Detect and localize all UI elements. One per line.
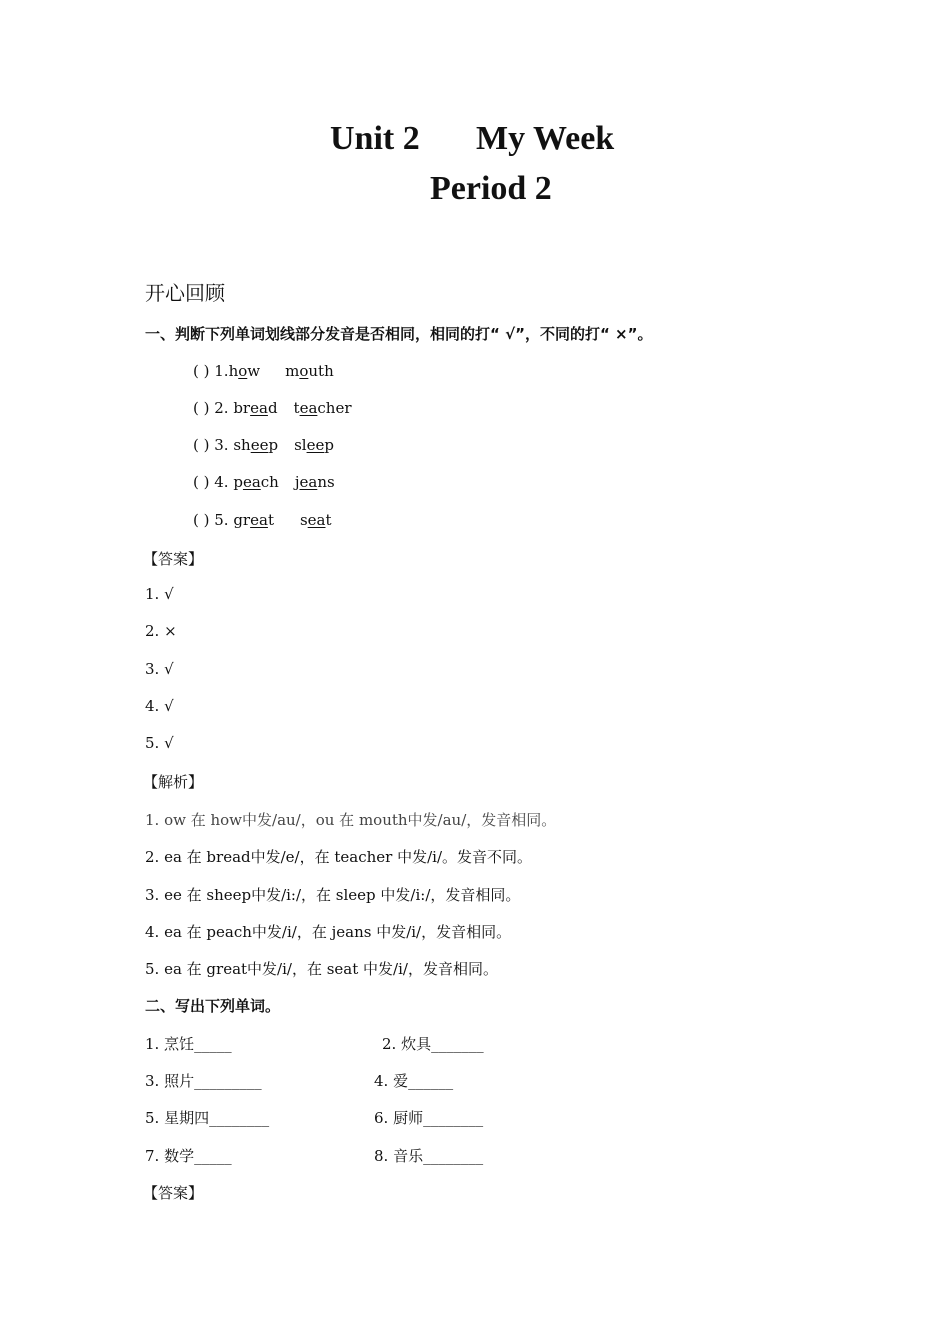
answer-label: 【答案】 [143,550,204,568]
word-part: gr [233,511,251,529]
underlined-letters: o [238,362,248,380]
answer-item: 3. √ [145,660,174,678]
title-name: My Week [476,120,615,157]
question-1-item [193,473,335,491]
word-part: p [324,436,334,454]
word-part: br [233,399,251,417]
word-part: p [268,436,279,454]
title-unit: Unit 2 [330,120,420,157]
analysis-label: 【解析】 [143,773,204,791]
answer-item: 4. √ [145,697,174,715]
question-1-item [193,436,334,454]
analysis-line: 1. ow 在 how中发/au/，ou 在 mouth中发/au/，发音相同。 [145,811,557,829]
underlined-letters: ee [250,436,269,454]
question-2-item: 2. 炊具_______ [382,1035,484,1053]
title-period: Period 2 [430,170,552,207]
answer-item: 2. × [145,622,177,640]
word-part: j [294,473,300,491]
underlined-letters: o [299,362,309,380]
question-2-item: 6. 厨师________ [374,1109,484,1127]
item-prefix: ( ) 1. [193,362,229,380]
underlined-letters: ea [299,399,318,417]
question-2-item: 7. 数学_____ [145,1147,232,1165]
question-2-item: 3. 照片_________ [145,1072,262,1090]
question-2-item: 1. 烹饪_____ [145,1035,232,1053]
item-prefix: ( ) 2. [193,399,234,417]
word-part: h [228,362,239,380]
word-part: m [285,362,300,380]
answer-label: 【答案】 [143,1184,204,1202]
question-2-item: 5. 星期四________ [145,1109,270,1127]
answer-item: 1. √ [145,585,174,603]
word-part: sl [294,436,307,454]
section-heading: 开心回顾 [145,281,225,305]
question-2-item: 8. 音乐________ [374,1147,484,1165]
analysis-line: 5. ea 在 great中发/i/，在 seat 中发/i/，发音相同。 [145,960,498,978]
item-prefix: ( ) 5. [193,511,234,529]
question-1-item [193,362,334,380]
underlined-letters: ea [307,511,326,529]
item-prefix: ( ) 4. [193,473,234,491]
word-part: t [267,511,274,529]
question-1-instruction: 一、判断下列单词划线部分发音是否相同，相同的打“ √”，不同的打“ ×”。 [145,325,653,343]
word-part: p [233,473,243,491]
analysis-line: 3. ee 在 sheep中发/i:/，在 sleep 中发/i:/，发音相同。 [145,886,521,904]
word-part: w [247,362,261,380]
question-1-item [193,399,352,417]
underlined-letters: ea [242,473,261,491]
word-part: ch [260,473,279,491]
word-part: cher [317,399,352,417]
word-part: s [299,511,308,529]
word-part: d [267,399,278,417]
item-prefix: ( ) 3. [193,436,234,454]
underlined-letters: ea [299,473,318,491]
word-part: uth [308,362,334,380]
underlined-letters: ea [250,399,268,417]
question-2-item: 4. 爱______ [374,1072,454,1090]
question-2-instruction: 二、写出下列单词。 [145,997,281,1015]
underlined-letters: ee [306,436,325,454]
answer-item: 5. √ [145,734,174,752]
analysis-line: 2. ea 在 bread中发/e/，在 teacher 中发/i/。发音不同。 [145,848,533,866]
question-1-item [193,511,332,529]
word-part: sh [233,436,251,454]
word-part: t [293,399,300,417]
word-part: ns [317,473,335,491]
underlined-letters: ea [250,511,268,529]
word-part: t [325,511,332,529]
analysis-line: 4. ea 在 peach中发/i/，在 jeans 中发/i/，发音相同。 [145,923,512,941]
